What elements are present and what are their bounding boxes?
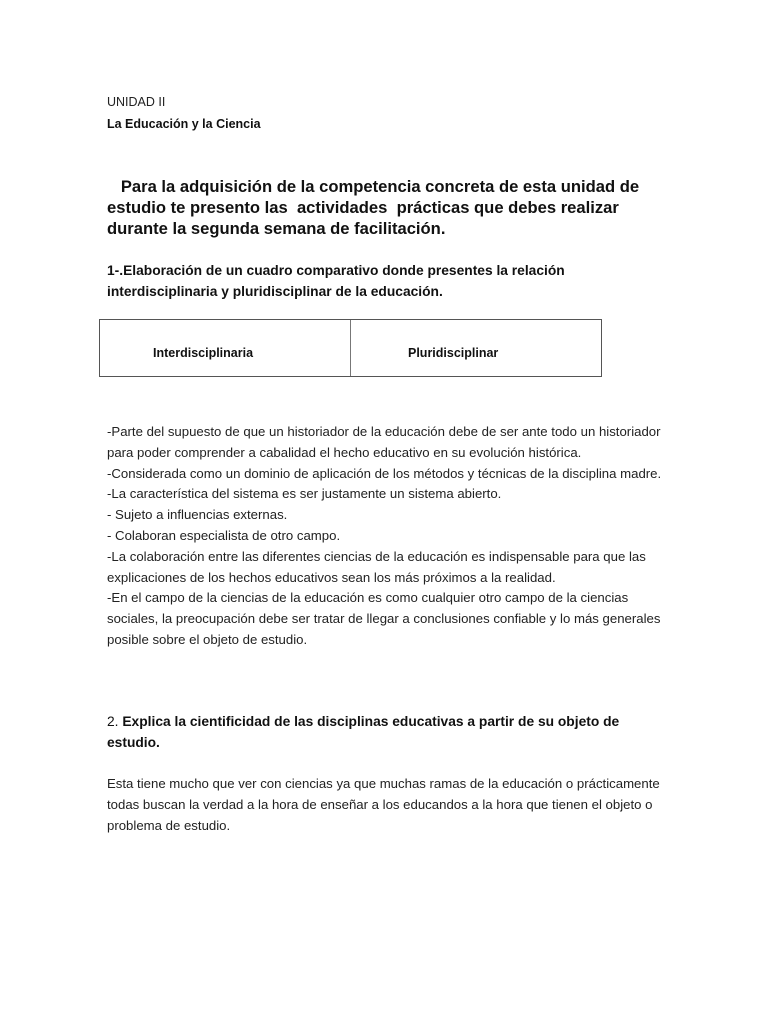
bullet-item: - Sujeto a influencias externas. [107,507,288,523]
unit-subtitle: La Educación y la Ciencia [107,117,261,131]
table-header-interdisciplinaria: Interdisciplinaria [153,346,254,360]
unit-label: UNIDAD II [107,95,166,109]
intro-paragraph: Para la adquisición de la competencia concreta de esta unidad de estudio te presento las actividades prácticas que debes realizar durante la segunda semana de facilitación. [107,177,644,238]
table-header-pluridisciplinar: Pluridisciplinar [408,346,499,360]
bullet-item: -La característica del sistema es ser justamente un sistema abierto. [107,486,502,502]
question-2 [107,711,652,753]
bullet-item: -La colaboración entre las diferentes ciencias de la educación es indispensable para que las explicaciones de los hechos educativos sean los más próximos a la realidad. [107,548,646,585]
bullet-item: -Parte del supuesto de que un historiador de la educación debe de ser ante todo un historiador para poder comprender a cabalidad el hecho educativo en su evolución histórica. [107,424,661,460]
answer-2: Esta tiene mucho que ver con ciencias ya que muchas ramas de la educación o prácticamente todas buscan la verdad a la hora de enseñar a los educandos a la hora que tienen el objeto o problema de estudio. [107,776,660,833]
question-2-text: Explica la cientificidad de las disciplinas educativas a partir de su objeto de estudio. [107,714,620,750]
question-2-number: 2. [107,714,123,729]
bullet-item: -Considerada como un dominio de aplicación de los métodos y técnicas de la disciplina madre. [107,465,662,481]
bullet-item: - Colaboran especialista de otro campo. [107,527,341,543]
comparison-table [99,319,602,377]
question-1: 1-.Elaboración de un cuadro comparativo donde presentes la relación interdisciplinaria y pluridisciplinar de la educación. [107,263,565,299]
table-cell-interdisciplinaria [100,320,350,376]
table-cell-pluridisciplinar [350,320,601,376]
bullet-item: -En el campo de la ciencias de la educación es como cualquier otro campo de la ciencias sociales, la preocupación debe ser tratar de llegar a conclusiones confiable y lo más generales posible sobre el objeto de estudio. [107,590,661,647]
bullet-list [107,422,667,651]
